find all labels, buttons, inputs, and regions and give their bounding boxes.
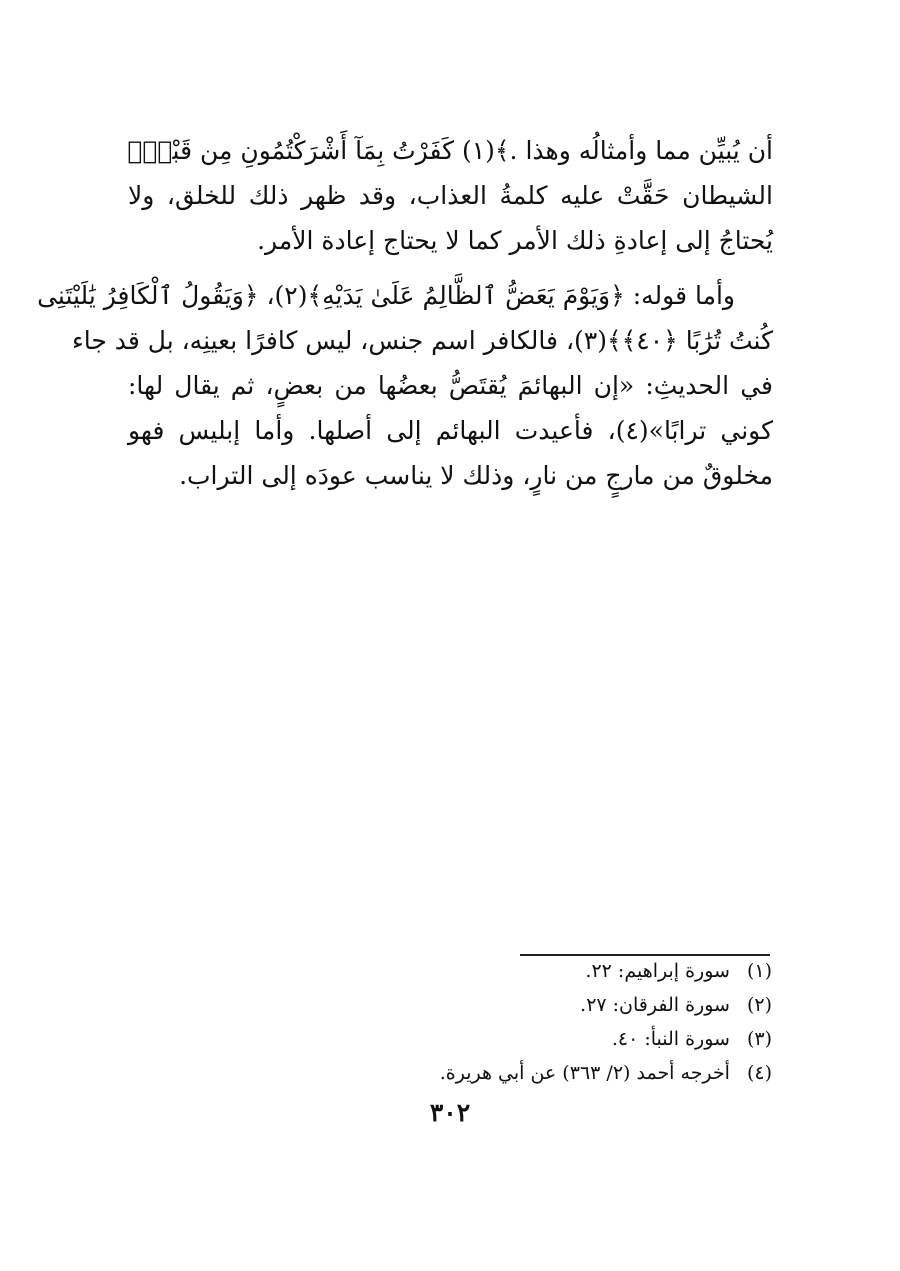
text-line: أن يُبيِّن مما وأمثالُه وهذا .﴾(١) كَفَرْتُ بِمَآ أَشْرَكْتُمُونِ مِن قَبْلُۗ [127,136,773,165]
footnote-marker: (٢) [746,994,772,1016]
text-line: كُنتُ تُرَٰبًا ﴿٤٠﴾﴾(٣)، فالكافر اسم جنس، ليس كافرًا بعينِه، بل قد جاء [71,326,773,355]
paragraph-1 [128,128,773,263]
footnote-item [380,988,772,1022]
footnote-marker: (١) [746,960,772,982]
footnote-text: سورة إبراهيم: ٢٢. [585,960,730,982]
footnote-text: سورة الفرقان: ٢٧. [580,994,730,1016]
text-line: كوني ترابًا»(٤)، فأعيدت البهائم إلى أصلها. وأما إبليس فهو [128,416,773,445]
footnote-item [380,1056,772,1090]
footnote-marker: (٣) [746,1028,772,1050]
text-line: مخلوقٌ من مارجٍ من نارٍ، وذلك لا يناسب عودَه إلى التراب. [179,461,773,490]
footnote-marker: (٤) [746,1062,772,1084]
text-line: يُحتاجُ إلى إعادةِ ذلك الأمر كما لا يحتاج إعادة الأمر. [257,226,773,255]
text-line: الشيطان حَقَّتْ عليه كلمةُ العذاب، وقد ظهر ذلك للخلق، ولا [128,181,773,210]
footnote-text: سورة النبأ: ٤٠. [611,1028,730,1050]
text-line: في الحديثِ: «إن البهائمَ يُقتَصُّ بعضُها من بعضٍ، ثم يقال لها: [128,371,773,400]
page-number: ٣٠٢ [429,1098,471,1127]
text-line: وأما قوله: ﴿وَيَوْمَ يَعَضُّ ٱلظَّالِمُ عَلَىٰ يَدَيْهِ﴾(٢)، ﴿وَيَقُولُ ٱلْكَافِرُ يَٰلَيْتَنِى [37,281,735,310]
footnote-item [380,1022,772,1056]
paragraph-2 [37,273,773,498]
footnote-item [380,954,772,988]
main-text [37,128,773,508]
footnote-text: أخرجه أحمد (٢/ ٣٦٣) عن أبي هريرة. [439,1062,730,1084]
footnotes [380,946,772,1090]
